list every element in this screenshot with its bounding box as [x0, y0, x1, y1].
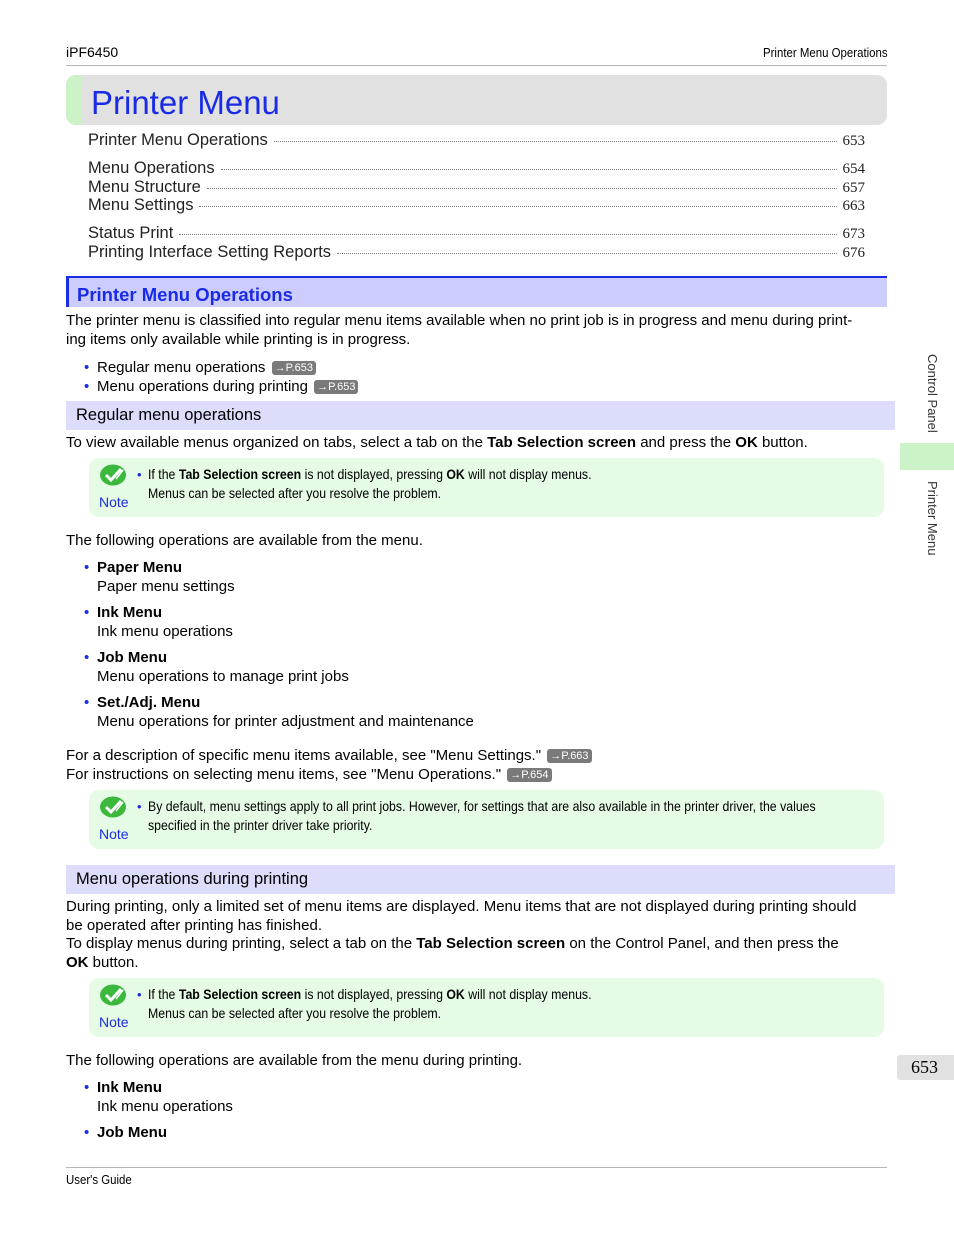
ui-term: OK: [446, 986, 465, 1002]
note-box: [89, 978, 884, 1037]
note-line: Menus can be selected after you resolve the problem.: [148, 485, 442, 501]
header-rule: [66, 65, 887, 66]
link-label: Menu operations during printing: [97, 378, 308, 395]
section-heading-accent: [66, 276, 69, 307]
toc-entry[interactable]: [88, 178, 865, 197]
toc-label: Menu Settings: [88, 196, 194, 214]
note-line: [148, 465, 592, 484]
ui-term: Tab Selection screen: [487, 434, 637, 451]
text-run: To view available menus organized on tabs, select a tab on the: [66, 434, 488, 451]
bullet-icon: •: [84, 1124, 90, 1141]
page-ref-link[interactable]: →P.653: [314, 380, 358, 394]
toc-page: 657: [842, 180, 865, 196]
toc-entry[interactable]: [88, 243, 865, 262]
toc-label: Menu Structure: [88, 178, 201, 196]
intro-paragraph: [66, 312, 891, 349]
note-pencil-check-icon: [99, 984, 127, 1006]
toc-leader: [179, 234, 837, 235]
toc-entry[interactable]: [88, 159, 865, 178]
regular-paragraph: [66, 434, 891, 453]
side-tab-printer-menu[interactable]: Printer Menu: [925, 481, 940, 556]
following-text: The following operations are available from the menu.: [66, 532, 423, 549]
intro-line: The printer menu is classified into regular menu items available when no print job is in progress and menu during print-: [66, 312, 853, 329]
bullet-icon: •: [84, 1079, 90, 1096]
menu-item-name: Ink Menu: [97, 1079, 163, 1096]
text-run: If the: [148, 466, 179, 482]
note-box: [89, 790, 884, 849]
text-line: be operated after printing has finished.: [66, 916, 323, 934]
note-line: Menus can be selected after you resolve the problem.: [148, 1005, 442, 1021]
toc-label: Printing Interface Setting Reports: [88, 243, 332, 261]
side-tab-control-panel[interactable]: Control Panel: [925, 354, 940, 433]
toc-label: Menu Operations: [88, 159, 215, 177]
footer-rule: [66, 1167, 887, 1168]
menu-item-name: Paper Menu: [97, 559, 183, 576]
link-regular-menu[interactable]: [97, 359, 316, 376]
bullet-icon: •: [137, 467, 142, 482]
bullet-icon: •: [84, 359, 90, 376]
text-run: For a description of specific menu items available, see "Menu Settings.": [66, 747, 542, 764]
ui-term: Tab Selection screen: [416, 935, 566, 952]
desc-line: [66, 747, 891, 766]
ui-term: OK: [446, 466, 465, 482]
following-text: The following operations are available from the menu during printing.: [66, 1052, 523, 1069]
note-label: Note: [99, 826, 129, 842]
link-label: Regular menu operations: [97, 359, 266, 376]
note-line: specified in the printer driver take priority.: [148, 817, 373, 833]
page-number: 653: [911, 1057, 938, 1077]
text-run: To display menus during printing, select a tab on the: [66, 935, 417, 952]
text-run: button.: [757, 434, 808, 451]
menu-item-desc: Menu operations for printer adjustment and maintenance: [97, 713, 474, 730]
bullet-icon: •: [137, 987, 142, 1002]
toc-page: 663: [842, 198, 865, 214]
title-accent: [66, 75, 82, 125]
toc-leader: [274, 141, 837, 142]
text-line: [66, 954, 891, 973]
text-run: button.: [88, 953, 139, 971]
menu-item-desc: Ink menu operations: [97, 1098, 233, 1115]
bullet-icon: •: [84, 559, 90, 576]
toc-leader: [337, 253, 837, 254]
section-heading: Printer Menu Operations: [77, 284, 293, 305]
ui-term: Tab Selection screen: [178, 986, 302, 1002]
toc-leader: [199, 206, 837, 207]
bullet-icon: •: [137, 799, 142, 814]
page-ref-link[interactable]: →P.663: [547, 749, 591, 763]
note-pencil-check-icon: [99, 796, 127, 818]
ui-term: Tab Selection screen: [178, 466, 302, 482]
toc-page: 673: [842, 226, 865, 242]
footer-text: User's Guide: [66, 1172, 132, 1187]
doc-model-name: iPF6450: [66, 44, 119, 60]
text-run: on the Control Panel, and then press the: [565, 935, 839, 952]
toc-entry[interactable]: [88, 131, 865, 150]
running-header: Printer Menu Operations: [763, 45, 888, 60]
text-line: During printing, only a limited set of menu items are displayed. Menu items that are not displayed during printing should: [66, 898, 857, 915]
toc-leader: [221, 169, 837, 170]
menu-item-name: Ink Menu: [97, 604, 163, 621]
text-line: [66, 935, 891, 954]
side-tab-active-marker: [900, 443, 954, 470]
toc-label: Printer Menu Operations: [88, 131, 268, 149]
toc-entry[interactable]: [88, 196, 865, 215]
text-run: is not displayed, pressing: [301, 466, 447, 482]
text-run: will not display menus.: [464, 466, 592, 482]
toc-page: 653: [842, 133, 865, 149]
note-pencil-check-icon: [99, 464, 127, 486]
note-label: Note: [99, 1014, 129, 1030]
page-ref-link[interactable]: →P.653: [272, 361, 316, 375]
toc-page: 654: [842, 161, 865, 177]
text-run: If the: [148, 986, 179, 1002]
menu-item-desc: Ink menu operations: [97, 623, 233, 640]
page-title: Printer Menu: [91, 84, 280, 121]
menu-item-desc: Paper menu settings: [97, 578, 235, 595]
intro-line: ing items only available while printing is in progress.: [66, 330, 411, 348]
toc-leader: [207, 188, 837, 189]
text-run: will not display menus.: [464, 986, 592, 1002]
toc-label: Status Print: [88, 224, 174, 242]
note-line: [148, 985, 592, 1004]
toc-page: 676: [842, 245, 865, 261]
ui-term: OK: [66, 953, 89, 971]
text-run: is not displayed, pressing: [301, 986, 447, 1002]
page-ref-link[interactable]: →P.654: [507, 768, 551, 782]
menu-item-name: Job Menu: [97, 1124, 167, 1141]
during-paragraph: [66, 898, 891, 972]
menu-item-name: Set./Adj. Menu: [97, 694, 201, 711]
ui-term: OK: [735, 434, 758, 451]
text-run: and press the: [636, 434, 736, 451]
subsection-heading: Menu operations during printing: [76, 870, 309, 888]
note-box: [89, 458, 884, 517]
subsection-heading: Regular menu operations: [76, 406, 262, 424]
bullet-icon: •: [84, 378, 90, 395]
toc-entry[interactable]: [88, 224, 865, 243]
bullet-icon: •: [84, 694, 90, 711]
menu-item-name: Job Menu: [97, 649, 167, 666]
bullet-icon: •: [84, 649, 90, 666]
desc-line: [66, 766, 891, 785]
bullet-icon: •: [84, 604, 90, 621]
text-run: For instructions on selecting menu items, see "Menu Operations.": [66, 766, 502, 783]
menu-item-desc: Menu operations to manage print jobs: [97, 668, 349, 685]
link-during-printing[interactable]: [97, 378, 358, 395]
note-label: Note: [99, 494, 129, 510]
note-line: By default, menu settings apply to all print jobs. However, for settings that are also available in the printer driver, the values: [148, 798, 816, 814]
